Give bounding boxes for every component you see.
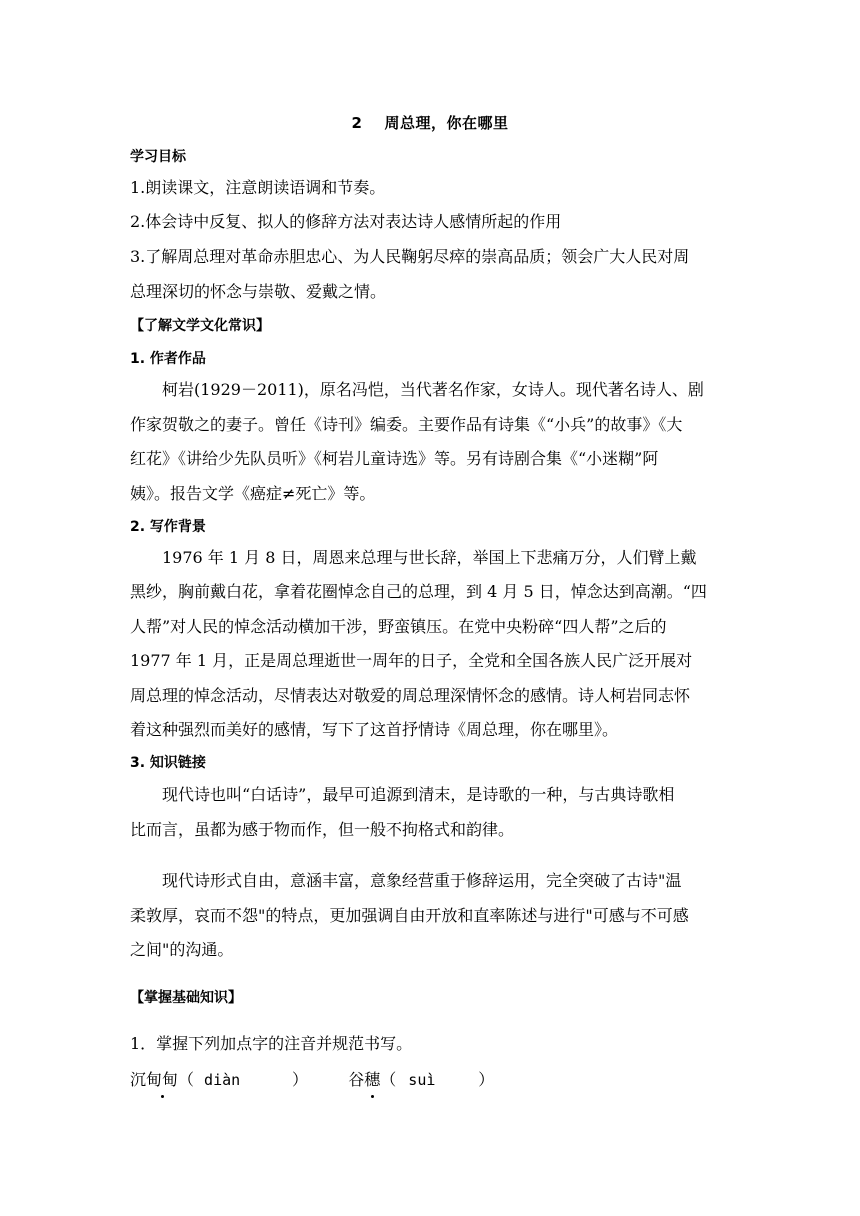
knowledge-para2-line-3: 之间"的沟通。 bbox=[130, 940, 234, 959]
background-line-2: 黑纱，胸前戴白花，拿着花圈悼念自己的总理，到 4 月 5 日，悼念达到高潮。“四 bbox=[130, 582, 707, 601]
background-line-6: 着这种强烈而美好的感情，写下了这首抒情诗《周总理，你在哪里》。 bbox=[130, 720, 619, 739]
knowledge-para2-line-2: 柔敦厚，哀而不怨"的特点，更加强调自由开放和直率陈述与进行"可感与不可感 bbox=[130, 906, 689, 925]
author-line-2: 作家贺敬之的妻子。曾任《诗刊》编委。主要作品有诗集《“小兵”的故事》《大 bbox=[130, 415, 683, 434]
section-heading-basics: 【掌握基础知识】 bbox=[130, 990, 242, 1006]
page-title bbox=[130, 112, 730, 133]
pinyin-answer: diàn bbox=[204, 1071, 241, 1089]
pinyin-answer: suì bbox=[408, 1071, 436, 1089]
background-line-3: 人帮”对人民的悼念活动横加干涉，野蛮镇压。在党中央粉碎“四人帮”之后的 bbox=[130, 617, 667, 636]
dotted-char: 甸甸 bbox=[146, 1068, 178, 1092]
background-line-5: 周总理的悼念活动，尽情表达对敬爱的周总理深情怀念的感情。诗人柯岩同志怀 bbox=[130, 686, 691, 705]
knowledge-para1-line-1: 现代诗也叫“白话诗”，最早可追源到清末，是诗歌的一种，与古典诗歌相 bbox=[162, 785, 675, 804]
author-line-4: 姨》。报告文学《癌症≠死亡》等。 bbox=[130, 484, 376, 503]
goal-item-3-line-1: 3.了解周总理对革命赤胆忠心、为人民鞠躬尽瘁的崇高品质；领会广大人民对周 bbox=[130, 247, 690, 266]
lesson-title: 周总理，你在哪里 bbox=[384, 114, 509, 132]
dotted-char: 穗 bbox=[364, 1068, 380, 1092]
question-1: 1．掌握下列加点字的注音并规范书写。 bbox=[130, 1034, 413, 1053]
knowledge-para2-line-1: 现代诗形式自由，意涵丰富，意象经营重于修辞运用，完全突破了古诗"温 bbox=[162, 871, 682, 890]
goal-item-1: 1.朗读课文，注意朗读语调和节奏。 bbox=[130, 178, 386, 197]
lesson-number: 2 bbox=[351, 114, 363, 132]
author-line-1: 柯岩(1929－2011)，原名冯恺，当代著名作家，女诗人。现代著名诗人、剧 bbox=[162, 380, 704, 399]
goal-item-2: 2.体会诗中反复、拟人的修辞方法对表达诗人感情所起的作用 bbox=[130, 212, 562, 231]
word-item: 谷穗（ suì ） bbox=[348, 1070, 494, 1089]
word-item: 沉甸甸（ diàn ） bbox=[130, 1070, 308, 1089]
pinyin-row bbox=[130, 1068, 730, 1092]
section-heading-culture: 【了解文学文化常识】 bbox=[130, 318, 270, 334]
knowledge-para1-line-2: 比而言，虽都为感于物而作，但一般不拘格式和韵律。 bbox=[130, 820, 515, 839]
background-line-1: 1976 年 1 月 8 日，周恩来总理与世长辞，举国上下悲痛万分，人们臂上戴 bbox=[162, 548, 697, 567]
background-heading: 2. 写作背景 bbox=[130, 519, 206, 535]
background-line-4: 1977 年 1 月，正是周总理逝世一周年的日子，全党和全国各族人民广泛开展对 bbox=[130, 651, 693, 670]
author-heading: 1. 作者作品 bbox=[130, 351, 206, 367]
goals-heading: 学习目标 bbox=[130, 149, 186, 165]
author-line-3: 红花》《讲给少先队员听》《柯岩儿童诗选》等。另有诗剧合集《“小迷糊”阿 bbox=[130, 449, 659, 468]
knowledge-heading: 3. 知识链接 bbox=[130, 755, 206, 771]
goal-item-3-line-2: 总理深切的怀念与崇敬、爱戴之情。 bbox=[130, 282, 387, 301]
